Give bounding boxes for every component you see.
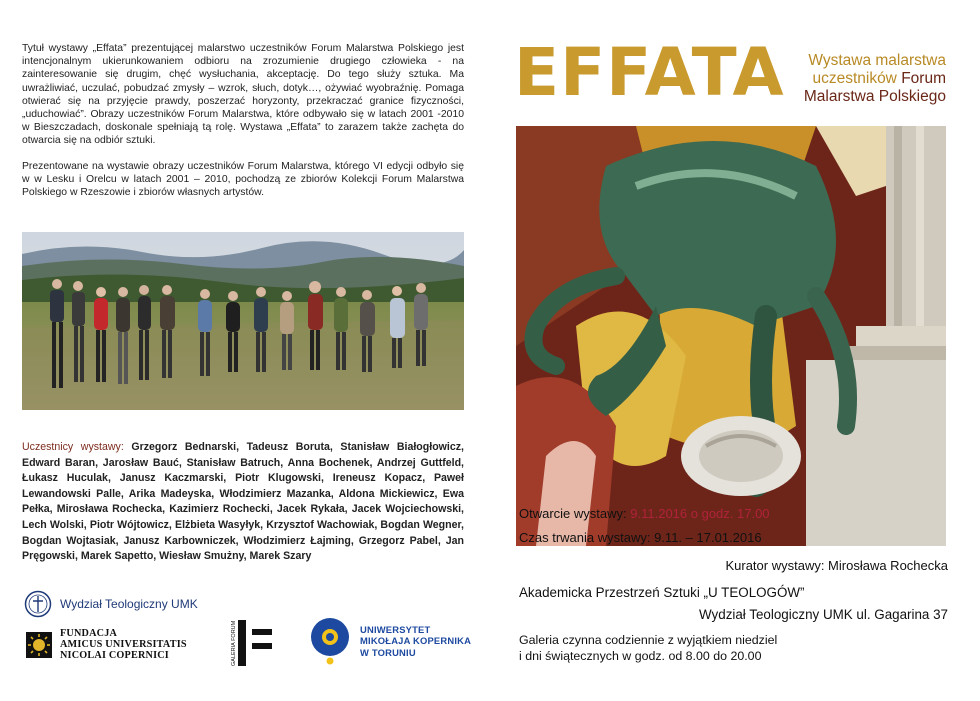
intro-text: [22, 42, 464, 211]
intro-paragraph-2: Prezentowane na wystawie obrazy uczestników Forum Malarstwa, którego VI edycji odbyło się w w Lesku i Orelcu w latach 2001 – 2010, pochodzą ze zbiorów Kolekcji Forum Malarstwa Polskiego w Rzeszowie i zbiorów własnych artystów.: [22, 160, 464, 199]
galeria-forum-logo: [228, 618, 274, 668]
hours-line-1: Galeria czynna codziennie z wyjątkiem niedziel: [519, 633, 778, 647]
opening-label: Otwarcie wystawy:: [519, 506, 627, 521]
faculty-emblem-icon: [24, 590, 52, 618]
university-logo: [308, 617, 471, 665]
duration-info: Czas trwania wystawy: 9.11. – 17.01.2016: [519, 530, 762, 545]
university-line-3: W TORUNIU: [360, 646, 416, 658]
subtitle-line-3: Malarstwa Polskiego: [803, 88, 946, 105]
opening-info: [519, 506, 770, 521]
umk-emblem-icon: [308, 617, 352, 665]
participants-list: [22, 440, 464, 565]
subtitle-line-2b: Forum: [901, 70, 946, 87]
venue-address: Wydział Teologiczny UMK ul. Gagarina 37: [699, 607, 948, 622]
curator-info: Kurator wystawy: Mirosława Rochecka: [725, 558, 948, 573]
venue-name: Akademicka Przestrzeń Sztuki „U TEOLOGÓW”: [519, 585, 805, 600]
participants-names: Grzegorz Bednarski, Tadeusz Boruta, Stanisław Białogłowicz, Edward Baran, Jarosław Bauć, Stanisław Batruch, Anna Bochenek, Andrzej Guttfeld, Łukasz Huculak, Janusz Kaczmarski, Piotr Klugowski, Ireneusz Kopacz, Paweł Lewandowski Palle, Arika Madeyska, Włodzimierz Mazanka, Aldona Mickiewicz, Ewa Pełka, Mirosława Rochecka, Kazimierz Rochecki, Jacek Rykała, Jacek Wojciechowski, Lech Wolski, Piotr Wójtowicz, Elżbieta Wasyłyk, Krzysztof Wachowiak, Bogdan Wegner, Bogdan Wojtasiak, Janusz Karbowniczek, Włodzimierz Łajming, Grzegorz Pabel, Jan Pręgowski, Marek Sapetto, Wiesław Smużny, Marek Szary: [22, 441, 464, 563]
foundation-logo: [26, 628, 187, 661]
hours-line-2: i dni świątecznych w godz. od 8.00 do 20.00: [519, 649, 762, 663]
opening-hours: [519, 632, 777, 664]
foundation-line-2: AMICUS UNIVERSITATIS: [60, 639, 187, 650]
participants-label: Uczestnicy wystawy:: [22, 441, 124, 453]
sun-emblem-icon: [26, 632, 52, 658]
university-line-2: MIKOŁAJA KOPERNIKA: [360, 635, 472, 647]
faculty-logo: [24, 590, 198, 618]
group-photo: [22, 232, 464, 410]
foundation-line-3: NICOLAI COPERNICI: [60, 650, 169, 661]
subtitle-line-2a: uczestników: [812, 70, 897, 87]
exhibition-title: EFFATA: [514, 34, 785, 111]
faculty-name: Wydział Teologiczny UMK: [60, 597, 198, 611]
university-line-1: UNIWERSYTET: [360, 623, 431, 635]
horse-painting: [516, 126, 946, 546]
opening-date: 9.11.2016 o godz. 17.00: [630, 506, 770, 521]
intro-paragraph-1: Tytuł wystawy „Effata” prezentującej malarstwo uczestników Forum Malarstwa Polskiego jest intencjonalnym ukierunkowaniem odbioru na zrozumienie drugiego człowieka - na zainteresowanie się drugim, chęć wysłuchania, akceptację. Do tego służy sztuka. Ma uwrażliwiać, uczulać, pobudzać zmysły – wzrok, słuch, dotyk…, ożywiać wyobraźnię. Pomaga otwierać się na przyjęcie prawdy, poszerzać horyzonty, przekraczać granice fizyczności, „uduchowiać”. Obrazy uczestników Forum Malarstwa, które odbywało się w latach 2001 -2010 w Bieszczadach, doskonale spełniają tą rolę. Wystawa „Effata” to zarazem także zachęta do otwarcia się na odbiór sztuki.: [22, 43, 464, 147]
exhibition-subtitle: [804, 52, 946, 106]
subtitle-line-1: Wystawa malarstwa: [808, 52, 946, 69]
foundation-line-1: FUNDACJA: [60, 628, 118, 639]
galeria-vertical-text: GALERIA FORUM: [231, 620, 237, 666]
